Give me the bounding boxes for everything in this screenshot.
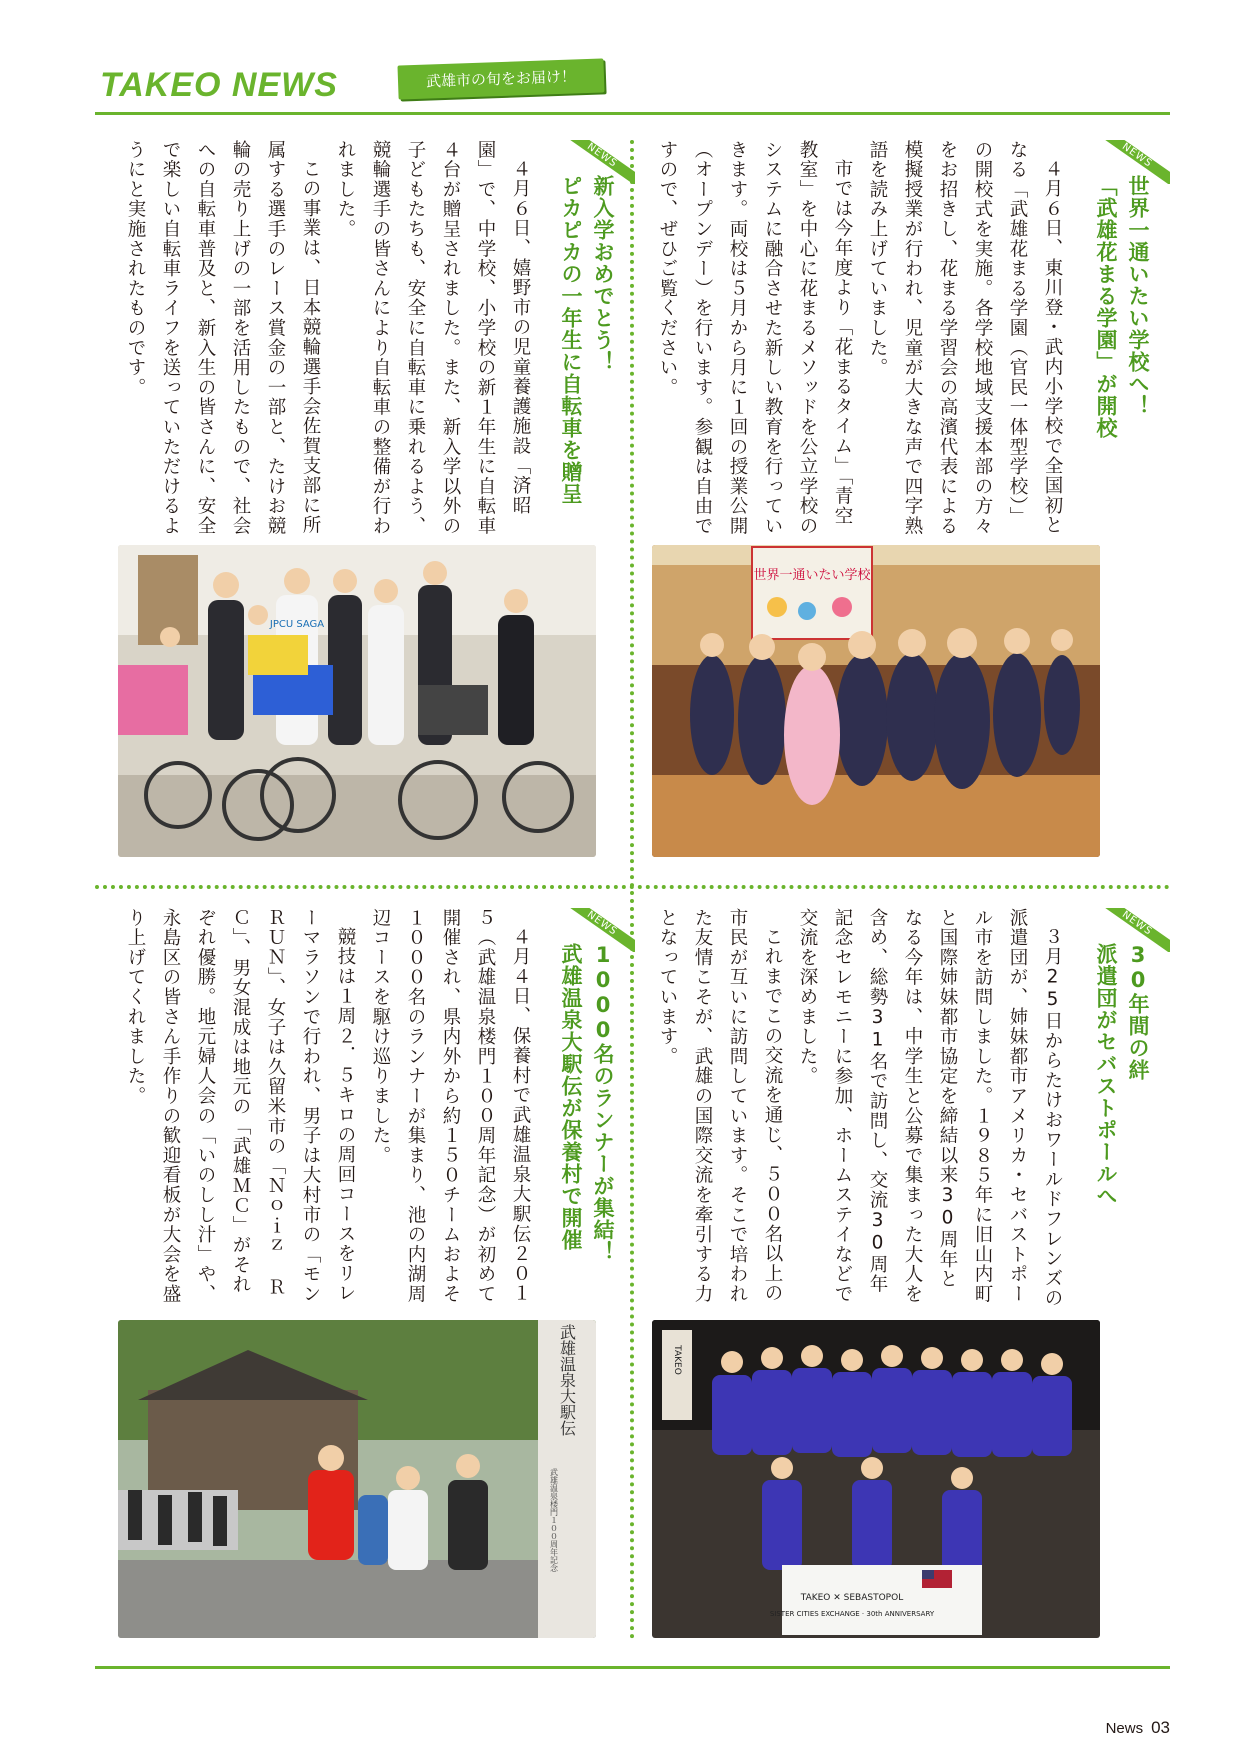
paragraph: ４月６日、嬉野市の児童養護施設「済昭園」で、中学校、小学校の新１年生に自転車４台が贈呈されました。また、新入学以外の子どもたちも、安全に自転車に乗れるよう、競輪選手の皆さんにより自転車の整備が行われました。 [335, 140, 531, 536]
paragraph: これまでこの交流を通じ、５００名以上の市民が互いに訪問しています。そこで培われた友情こそが、武雄の国際交流を牽引する力となっています。 [657, 908, 783, 1304]
photo-bicycle-presentation [118, 545, 596, 857]
headline-line-2: ピカピカの一年生に自転車を贈呈 [559, 175, 583, 505]
news-ribbon: NEWS [1080, 140, 1170, 184]
headline-line-2: 「武雄花まる学園」が開校 [1094, 175, 1118, 439]
top-rule [95, 112, 1170, 115]
article-headline [1090, 175, 1154, 465]
headline-line-1: 新入学おめでとう！ [591, 175, 615, 373]
masthead-tagline: 武雄市の旬をお届け！ [397, 58, 604, 99]
headline-line-2: 派遣団がセバストポールへ [1094, 943, 1118, 1207]
svg-text:SISTER CITIES EXCHANGE · 30th: SISTER CITIES EXCHANGE · 30th ANNIVERSARY [769, 1610, 935, 1618]
svg-text:TAKEO ✕ SEBASTOPOL: TAKEO ✕ SEBASTOPOL [800, 1593, 904, 1603]
svg-text:TAKEO: TAKEO [672, 1345, 682, 1375]
news-ribbon: NEWS [1080, 908, 1170, 952]
photo-ekiden-race [118, 1320, 596, 1638]
article-headline [555, 943, 619, 1273]
photo-sister-city-group [652, 1320, 1100, 1638]
paragraph: 市では今年度より「花まるタイム」「青空教室」を中心に花まるメソッドを公立学校のシステムに融合させた新しい教育を行っていきます。両校は５月から月に１回の授業公開（オープンデー）を行います。参観は自由ですので、ぜひご覧ください。 [657, 140, 853, 536]
column-divider [630, 140, 634, 1640]
paragraph: 競技は１周２．５キロの周回コースをリレーマラソンで行われ、男子は大村市の「モンＲＵＮ」、女子は久留米市の「Ｎｏｉｚ ＲＣ」、男女混成は地元の「武雄ＭＣ」がそれぞれ優勝。地元婦人会の「いのしし汁」や、永島区の皆さん手作りの歓迎看板が大会を盛り上げてくれました。 [125, 908, 356, 1304]
article-body [118, 908, 538, 1312]
headline-line-1: 世界一通いたい学校へ！ [1126, 175, 1150, 417]
article-body [118, 140, 538, 540]
paragraph: この事業は、日本競輪選手会佐賀支部に所属する選手のレース賞金の一部と、たけお競輪の売り上げの一部を活用したもので、社会への自転車普及と、新入生の皆さんに、安全で楽しい自転車ライフを送っていただけるようにと実施されたものです。 [125, 140, 321, 536]
headline-line-1: 1000名のランナーが集結！ [591, 943, 615, 1263]
paragraph: ３月25日からたけおワールドフレンズの派遣団が、姉妹都市アメリカ・セバストポール市を訪問しました。１９８５年に旧山内町と国際姉妹都市協定を締結以来30周年となる今年は、中学生と公募で集まった大人を含め、総勢31名で訪問し、交流30周年記念セレモニーに参加、ホームステイなどで交流を深めました。 [797, 908, 1063, 1308]
headline-line-1: 30年間の絆 [1126, 943, 1150, 1081]
row-divider [95, 885, 1170, 889]
article-headline [1090, 943, 1154, 1243]
headline-line-2: 武雄温泉大駅伝が保養村で開催 [559, 943, 583, 1251]
news-ribbon: NEWS [545, 908, 635, 952]
svg-text:JPCU SAGA: JPCU SAGA [269, 619, 325, 630]
svg-text:世界一通いたい学校: 世界一通いたい学校 [753, 568, 871, 583]
bottom-rule [95, 1666, 1170, 1669]
paragraph: ４月６日、東川登・武内小学校で全国初となる「武雄花まる学園（官民一体型学校）」の開校式を実施。各学校地域支援本部の方々をお招きし、花まる学習会の高濱代表による模擬授業が行われ、児童が大きな声で四字熟語を読み上げていました。 [867, 140, 1063, 536]
masthead-title: TAKEO NEWS [100, 66, 338, 104]
folio-label: News [1105, 1720, 1144, 1737]
article-headline [555, 175, 619, 505]
news-ribbon: NEWS [545, 140, 635, 184]
page-folio [1106, 1718, 1170, 1738]
svg-text:武雄温泉楼門１００周年記念: 武雄温泉楼門１００周年記念 [549, 1468, 559, 1572]
article-body [652, 140, 1070, 544]
photo-school-ceremony [652, 545, 1100, 857]
paragraph: ４月４日、保養村で武雄温泉大駅伝２０１５（武雄温泉楼門１００周年記念）が初めて開催され、県内外から約１５０チームおよそ１０００名のランナーが集まり、池の内湖周辺コースを駆け巡りました。 [370, 908, 531, 1304]
page-number: 03 [1151, 1718, 1170, 1737]
svg-text:武雄温泉大駅伝: 武雄温泉大駅伝 [557, 1324, 577, 1436]
article-body [652, 908, 1070, 1308]
